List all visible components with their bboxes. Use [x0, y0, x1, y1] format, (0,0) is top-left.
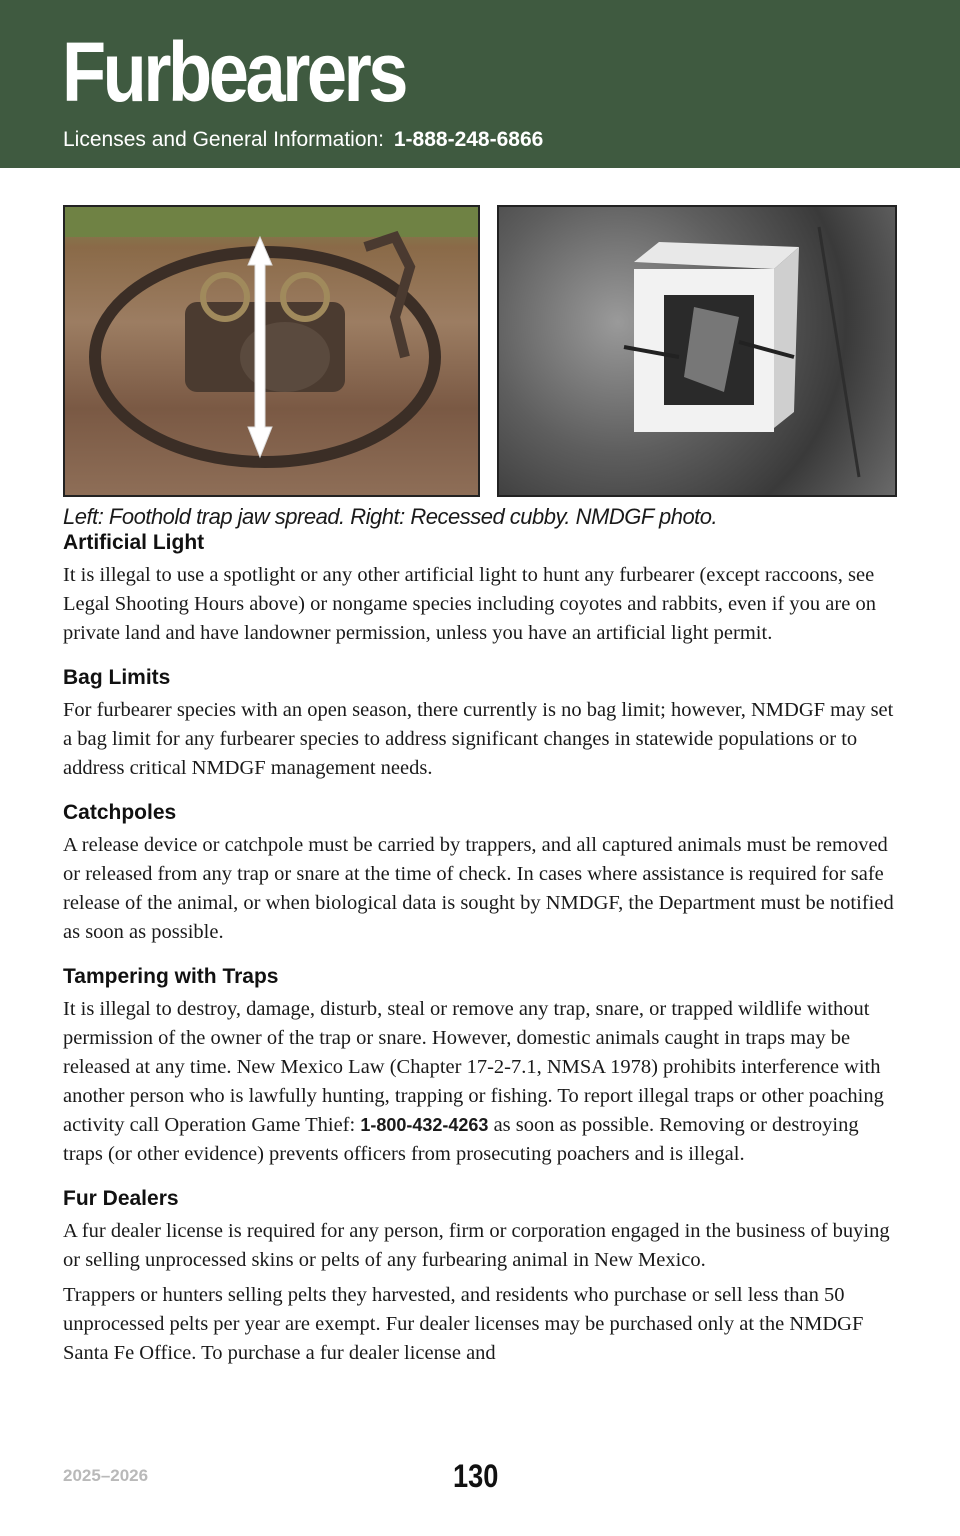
- section-bag-limits: [63, 666, 898, 783]
- photo-caption: Left: Foothold trap jaw spread. Right: Recessed cubby. NMDGF photo.: [63, 504, 718, 529]
- section-heading: Fur Dealers: [63, 1187, 179, 1210]
- section-fur-dealers: [63, 1187, 898, 1368]
- foothold-trap-photo: [63, 205, 480, 497]
- section-body: For furbearer species with an open season, there currently is no bag limit; however, NMDGF may set a bag limit for any furbearer species to address significant changes in statewide populations or to address critical NMDGF management needs.: [63, 699, 894, 779]
- section-heading: Catchpoles: [63, 801, 177, 824]
- section-body: A release device or catchpole must be carried by trappers, and all captured animals must be removed or released from any trap or snare at the time of check. In cases where assistance is required for safe release of the animal, or when biological data is sought by NMDGF, the Department must be notified as soon as possible.: [63, 834, 894, 943]
- tampering-text-after: as soon as possible. Removing or destroying traps (or other evidence) prevents officers from prosecuting poachers and is illegal.: [63, 1114, 859, 1165]
- main-content: [63, 531, 898, 1386]
- section-body: A fur dealer license is required for any person, firm or corporation engaged in the business of buying or selling unprocessed skins or pelts of any furbearing animal in New Mexico.: [63, 1220, 890, 1271]
- section-artificial-light: [63, 531, 898, 648]
- section-body-continued: Trappers or hunters selling pelts they harvested, and residents who purchase or sell less than 50 unprocessed pelts per year are exempt. Fur dealer licenses may be purchased only at the NMDGF Santa Fe Office. To purchase a fur dealer license and: [63, 1284, 864, 1364]
- license-info: [63, 128, 543, 152]
- section-heading: Bag Limits: [63, 666, 171, 689]
- page-title: Furbearers: [62, 25, 406, 119]
- section-heading: Artificial Light: [63, 531, 205, 554]
- section-catchpoles: [63, 801, 898, 947]
- section-tampering: [63, 965, 898, 1169]
- page-header: [0, 0, 960, 168]
- footer-year: 2025–2026: [63, 1466, 149, 1485]
- page-number: 130: [453, 1458, 499, 1494]
- license-phone-link[interactable]: 1-888-248-6866: [393, 128, 544, 151]
- tampering-text-before: It is illegal to destroy, damage, disturb, steal or remove any trap, snare, or trapped wildlife without permission of the owner of the trap or snare. However, domestic animals caught in traps may be released at any time. New Mexico Law (Chapter 17-2-7.1, NMSA 1978) prohibits interference with another person who is lawfully hunting, trapping or fishing. To report illegal traps or other poaching activity call Operation Game Thief:: [63, 998, 884, 1136]
- operation-game-thief-phone-link[interactable]: 1-800-432-4263: [360, 1115, 489, 1135]
- section-body: It is illegal to use a spotlight or any other artificial light to hunt any furbearer (except raccoons, see Legal Shooting Hours above) or nongame species including coyotes and rabbits, even if you are on private land and have landowner permission, unless you have an artificial light permit.: [63, 564, 876, 644]
- section-heading: Tampering with Traps: [63, 965, 279, 988]
- license-info-label: Licenses and General Information:: [63, 128, 385, 151]
- section-body: [63, 995, 898, 1169]
- recessed-cubby-photo: [497, 205, 897, 497]
